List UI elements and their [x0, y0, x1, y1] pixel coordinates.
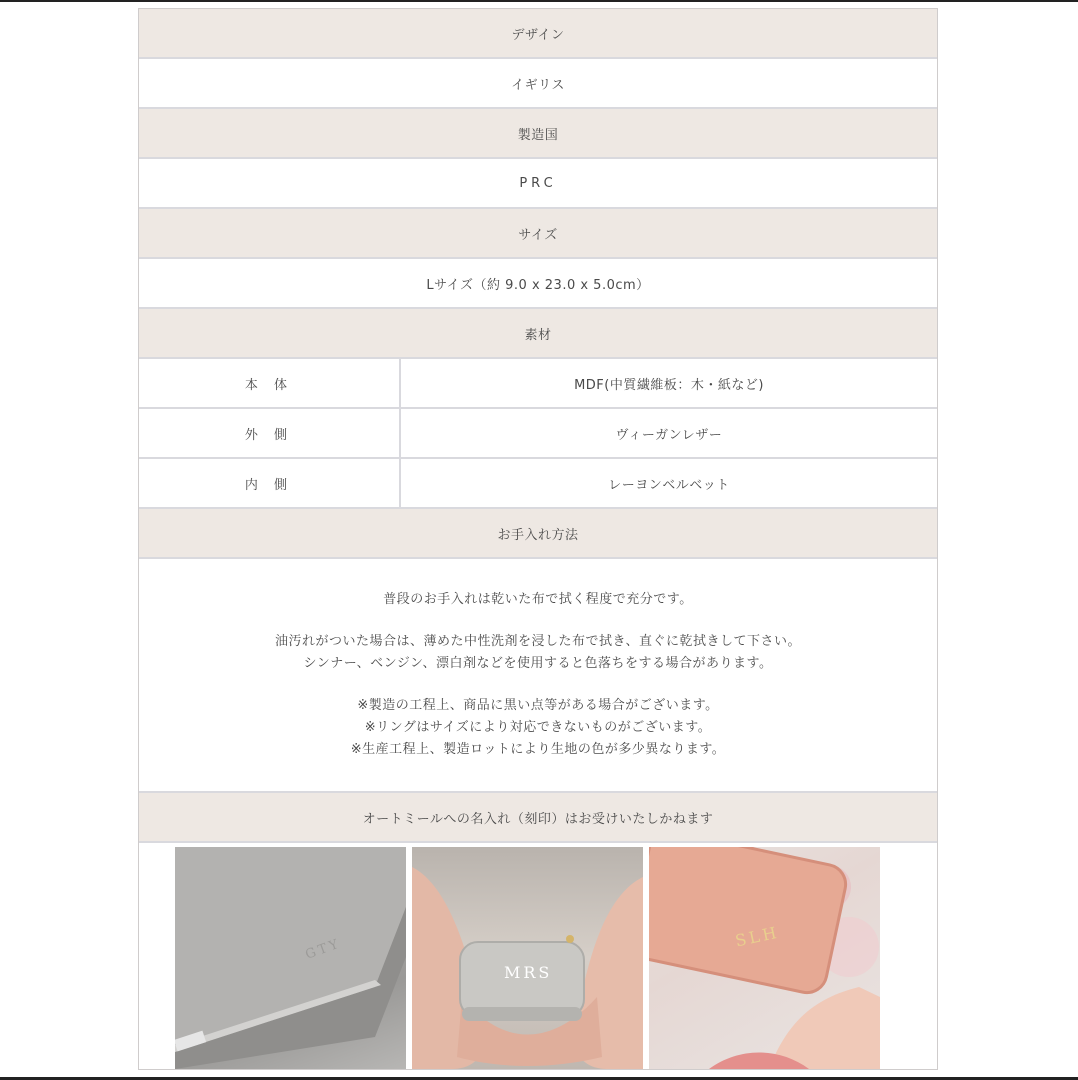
- material-part-label: 内 側: [139, 459, 401, 507]
- engraving-note: オートミールへの名入れ（刻印）はお受けいたしかねます: [362, 811, 714, 827]
- design-header: [139, 9, 937, 59]
- care-header: [139, 509, 937, 559]
- care-line: 普段のお手入れは乾いた布で拭く程度で充分です。: [383, 592, 693, 607]
- material-label: 素材: [524, 327, 552, 343]
- pink-case-illustration: [649, 847, 880, 1069]
- care-note: ※生産工程上、製造ロットにより生地の色が多少異なります。: [350, 742, 726, 757]
- photo-pink-travel-case: [649, 847, 880, 1069]
- design-row: [139, 59, 937, 109]
- origin-row: [139, 159, 937, 209]
- origin-label: 製造国: [517, 127, 559, 143]
- product-spec-sheet: [138, 8, 938, 1070]
- material-part-label: 外 側: [139, 409, 401, 457]
- care-line: 油汚れがついた場合は、薄めた中性洗剤を浸した布で拭き、直ぐに乾拭きして下さい。: [275, 634, 801, 649]
- material-header: [139, 309, 937, 359]
- photo-grey-jewelry-box: [175, 847, 406, 1069]
- material-part-value: MDF(中質繊維板：木・紙など): [574, 377, 764, 393]
- material-row-outer: [139, 409, 937, 459]
- top-border: [0, 0, 1078, 2]
- monogram-text: MRS: [504, 963, 553, 982]
- grey-box-illustration: [175, 847, 406, 1069]
- engraving-note-header: [139, 793, 937, 843]
- care-instructions: [139, 559, 937, 793]
- design-value: イギリス: [511, 77, 565, 93]
- size-header: [139, 209, 937, 259]
- hands-illustration: [412, 847, 643, 1069]
- size-value: Lサイズ（約 9.0 x 23.0 x 5.0cm）: [426, 277, 650, 293]
- origin-value: PRC: [519, 175, 557, 191]
- product-photo-strip: [175, 847, 881, 1069]
- care-line: シンナー、ベンジン、漂白剤などを使用すると色落ちをする場合があります。: [303, 656, 773, 671]
- care-label: お手入れ方法: [497, 527, 579, 543]
- origin-header: [139, 109, 937, 159]
- care-note: ※リングはサイズにより対応できないものがございます。: [364, 720, 712, 735]
- monogram-text: SLH: [733, 922, 782, 951]
- design-label: デザイン: [511, 27, 565, 43]
- material-part-value: ヴィーガンレザー: [615, 427, 723, 443]
- monogram-text: GTY: [303, 936, 344, 963]
- photo-hands-travel-case: [412, 847, 643, 1069]
- size-row: [139, 259, 937, 309]
- size-label: サイズ: [518, 227, 558, 243]
- material-part-label: 本 体: [139, 359, 401, 407]
- material-row-body: [139, 359, 937, 409]
- material-row-inner: [139, 459, 937, 509]
- care-note: ※製造の工程上、商品に黒い点等がある場合がございます。: [357, 698, 719, 713]
- material-part-value: レーヨンベルベット: [608, 477, 730, 493]
